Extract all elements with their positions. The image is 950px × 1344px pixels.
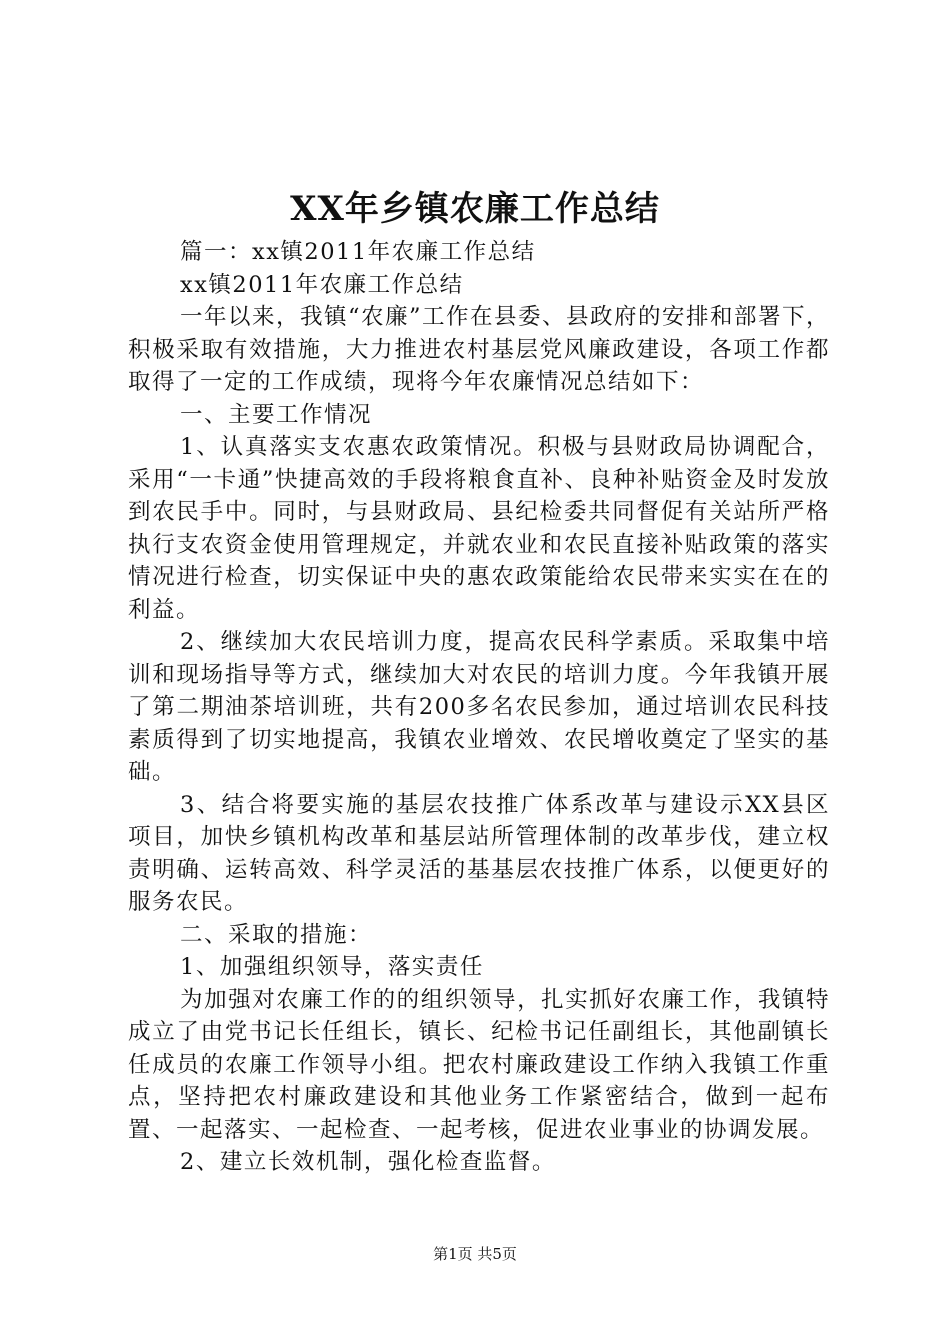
page-number: 第1页 共5页 [433,1245,517,1263]
subheading-organization: 1、加强组织领导，落实责任 [180,954,484,980]
heading-measures: 二、采取的措施： [180,921,373,948]
paragraph-item-2: 2、继续加大农民培训力度，提高农民科学素质。采取集中培训和现场指导等方式，继续加大对农民的培训力度。今年我镇开展了第二期油茶培训班，共有200多名农民参加，通过培训农民科技素质得到了切实地提高，我镇农业增效、农民增收奠定了坚实的基础。 [128,629,830,785]
paragraph-subtitle: xx镇2011年农廉工作总结 [180,271,464,298]
subheading-mechanism: 2、建立长效机制，强化检查监督。 [180,1149,556,1175]
document-body [128,236,830,1179]
paragraph-item-3: 3、结合将要实施的基层农技推广体系改革与建设示XX县区项目，加快乡镇机构改革和基层站所管理体制的改革步伐，建立权责明确、运转高效、科学灵活的基基层农技推广体系，以便更好的服务农民。 [128,791,830,915]
document-title: XX年乡镇农廉工作总结 [290,189,660,229]
heading-main-work: 一、主要工作情况 [180,401,373,428]
paragraph-item-1: 1、认真落实支农惠农政策情况。积极与县财政局协调配合，采用“一卡通”快捷高效的手段将粮食直补、良种补贴资金及时发放到农民手中。同时，与县财政局、县纪检委共同督促有关站所严格执行支农资金使用管理规定，并就农业和农民直接补贴政策的落实情况进行检查，切实保证中央的惠农政策能给农民带来实实在在的利益。 [128,434,830,623]
paragraph-organization: 为加强对农廉工作的的组织领导，扎实抓好农廉工作，我镇特成立了由党书记长任组长，镇长、纪检书记任副组长，其他副镇长任成员的农廉工作领导小组。把农村廉政建设工作纳入我镇工作重点，坚持把农村廉政建设和其他业务工作紧密结合，做到一起布置、一起落实、一起检查、一起考核，促进农业事业的协调发展。 [128,986,830,1143]
paragraph-intro: 一年以来，我镇“农廉”工作在县委、县政府的安排和部署下，积极采取有效措施，大力推进农村基层党风廉政建设，各项工作都取得了一定的工作成绩，现将今年农廉情况总结如下： [128,304,831,395]
paragraph-section-heading: 篇一：xx镇2011年农廉工作总结 [180,239,536,265]
